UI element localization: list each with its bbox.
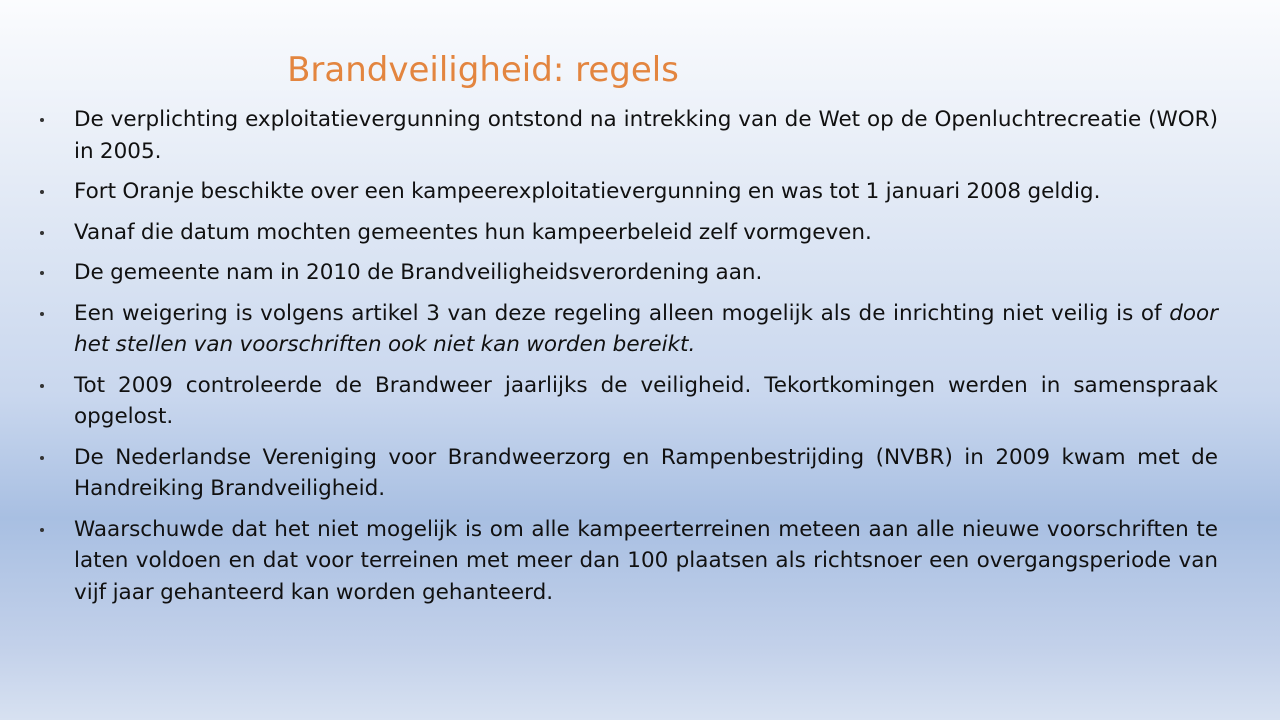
bullet-icon xyxy=(40,312,44,316)
bullet-icon xyxy=(40,118,44,122)
bullet-icon xyxy=(40,456,44,460)
bullet-item xyxy=(40,217,1218,249)
bullet-text-italic: door het stellen van voorschriften ook niet kan worden bereikt. xyxy=(74,300,1218,357)
bullet-item xyxy=(40,370,1218,433)
bullet-icon xyxy=(40,231,44,235)
bullet-item xyxy=(40,442,1218,505)
bullet-text: De gemeente nam in 2010 de Brandveiligheidsverordening aan. xyxy=(74,260,763,285)
bullet-item xyxy=(40,514,1218,609)
bullet-text: Fort Oranje beschikte over een kampeerexploitatievergunning en was tot 1 januari 2008 geldig. xyxy=(74,179,1101,204)
bullet-list xyxy=(40,104,1218,617)
bullet-text: Vanaf die datum mochten gemeentes hun kampeerbeleid zelf vormgeven. xyxy=(74,219,872,245)
bullet-text: De verplichting exploitatievergunning ontstond na intrekking van de Wet op de Openluchtrecreatie (WOR) in 2005. xyxy=(74,107,1218,164)
bullet-item xyxy=(40,298,1218,361)
bullet-icon xyxy=(40,384,44,388)
bullet-text: Waarschuwde dat het niet mogelijk is om alle kampeerterreinen meteen aan alle nieuwe voorschriften te laten voldoen en dat voor terreinen met meer dan 100 plaatsen als richtsnoer een overgangsperiode van vijf jaar gehanteerd kan worden gehanteerd. xyxy=(74,516,1218,605)
bullet-icon xyxy=(40,271,44,275)
bullet-text: Tot 2009 controleerde de Brandweer jaarlijks de veiligheid. Tekortkomingen werden in samenspraak opgelost. xyxy=(74,372,1218,429)
bullet-item xyxy=(40,104,1218,167)
bullet-item xyxy=(40,257,1218,289)
bullet-item xyxy=(40,176,1218,208)
slide-title: Brandveiligheid: regels xyxy=(287,50,679,90)
bullet-icon xyxy=(40,528,44,532)
bullet-text: Een weigering is volgens artikel 3 van deze regeling alleen mogelijk als de inrichting niet veilig is of xyxy=(74,300,1170,326)
bullet-icon xyxy=(40,190,44,194)
bullet-text: De Nederlandse Vereniging voor Brandweerzorg en Rampenbestrijding (NVBR) in 2009 kwam met de Handreiking Brandveiligheid. xyxy=(74,444,1218,501)
